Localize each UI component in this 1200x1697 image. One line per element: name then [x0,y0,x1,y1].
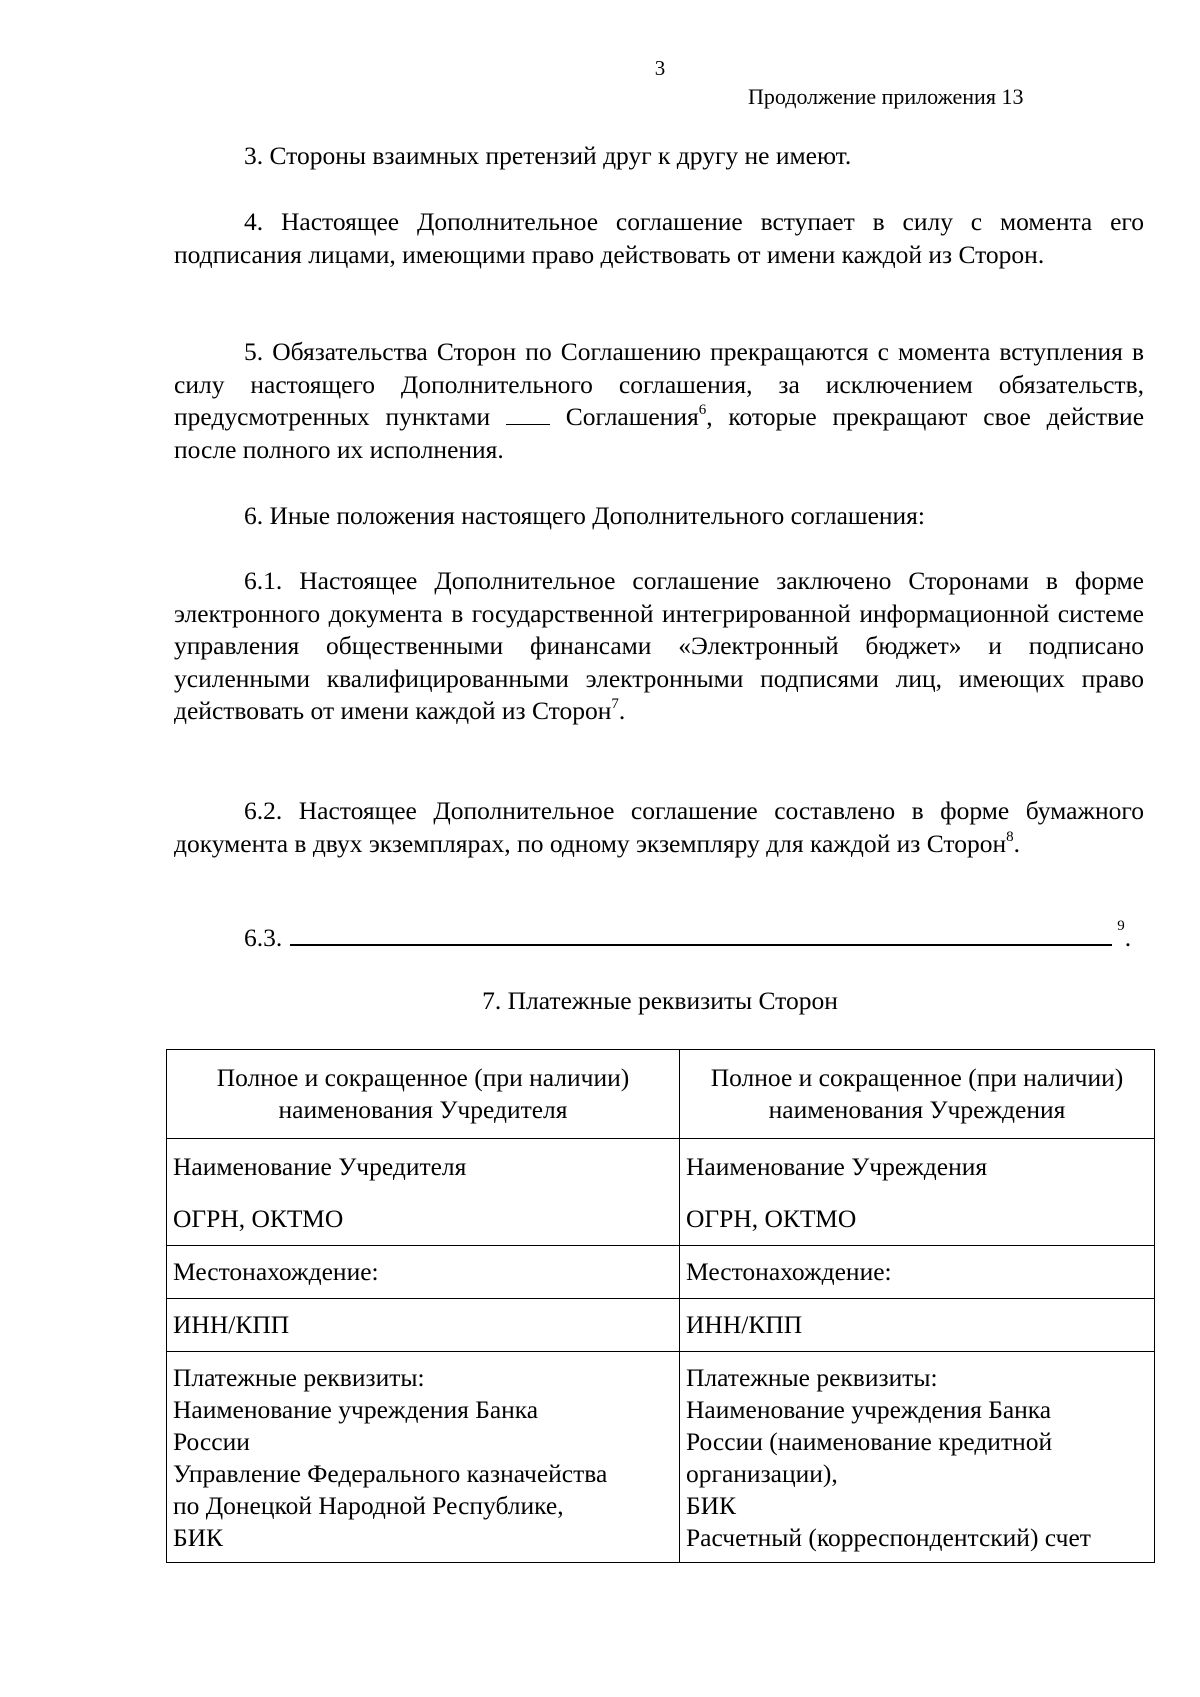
paragraph-6-3-label: 6.3. [244,923,283,952]
paragraph-6-2-text: 6.2. Настоящее Дополнительное соглашение составлено в форме бумажного документа в двух экземплярах, по одному экземпляру для каждой из Сторон [174,796,1144,858]
founder-location: Местонахождение: [167,1246,680,1299]
institution-payment-line: Платежные реквизиты: [686,1363,938,1392]
period: . [1124,923,1132,952]
founder-payment-line: России [173,1427,250,1456]
payment-details-table [166,1049,1155,1563]
page-number: 3 [654,56,666,80]
institution-payment-line: Наименование учреждения Банка [686,1395,1052,1424]
institution-payment-line: БИК [686,1491,737,1520]
paragraph-6-1-text: 6.1. Настоящее Дополнительное соглашение заключено Сторонами в форме электронного документа в государственной интегрированной информационной системе управления общественными финансами «Электронный бюджет» и подписано усиленными квалифицированными электронными подписями лиц, имеющих право действовать от имени каждой из Сторон [174,566,1144,725]
founder-payment-line: по Донецкой Народной Республике, [173,1491,564,1520]
paragraph-5-end: , которые прекращают свое действие после полного их исполнения. [174,402,1145,464]
paragraph-6: 6. Иные положения настоящего Дополнительного соглашения: [244,501,925,530]
footnote-8: 8 [1006,828,1014,845]
founder-payment-line: БИК [173,1523,224,1552]
footnote-6: 6 [698,402,707,418]
continuation-label: Продолжение приложения 13 [748,84,1024,109]
institution-payment-line: России (наименование кредитной [686,1427,1053,1456]
section-7-title: 7. Платежные реквизиты Сторон [482,986,838,1015]
founder-name-cell [167,1139,680,1246]
institution-name: Наименование Учреждения [686,1152,988,1181]
institution-name-cell [680,1139,1155,1246]
table-row [167,1352,1155,1563]
paragraph-6-2 [174,795,1144,860]
table-row [167,1246,1155,1299]
footnote-9: 9 [1117,918,1125,934]
period: . [1013,828,1020,858]
paragraph-5 [174,336,1144,466]
founder-name: Наименование Учредителя [173,1152,467,1181]
paragraph-5-text: 5. Обязательства Сторон по Соглашению прекращаются с момента вступления в силу настоящего Дополнительного соглашения, за исключением обязательств, предусмотренных пунктами [174,337,1144,431]
founder-payment-line: Наименование учреждения Банка [173,1395,539,1424]
table-header-row [167,1050,1155,1139]
founder-payment-line: Платежные реквизиты: [173,1363,425,1392]
period: . [618,696,626,725]
institution-inn: ИНН/КПП [680,1299,1155,1352]
institution-ogrn: ОГРН, ОКТМО [686,1204,857,1233]
founder-payment-details [167,1352,680,1563]
paragraph-4: 4. Настоящее Дополнительное соглашение вступает в силу с момента его подписания лицами, имеющими право действовать от имени каждой из Сторон. [174,207,1144,269]
institution-payment-details [680,1352,1155,1563]
paragraph-6-1 [174,565,1144,728]
item-6-3-blank [290,918,1112,946]
institution-payment-line: Расчетный (корреспондентский) счет [686,1523,1091,1552]
founder-ogrn: ОГРН, ОКТМО [173,1204,344,1233]
table-row [167,1139,1155,1246]
footnote-7: 7 [611,696,619,712]
header-founder: Полное и сокращенное (при наличии) наименования Учредителя [167,1050,680,1139]
founder-inn: ИНН/КПП [167,1299,680,1352]
paragraph-6-3 [244,918,1131,954]
paragraph-3: 3. Стороны взаимных претензий друг к другу не имеют. [244,141,852,170]
table-row [167,1299,1155,1352]
institution-payment-line: организации), [686,1459,838,1488]
header-institution: Полное и сокращенное (при наличии) наименования Учреждения [680,1050,1155,1139]
paragraph-5-agreement: Соглашения [565,402,699,431]
institution-location: Местонахождение: [680,1246,1155,1299]
points-blank [506,404,550,425]
founder-payment-line: Управление Федерального казначейства [173,1459,608,1488]
